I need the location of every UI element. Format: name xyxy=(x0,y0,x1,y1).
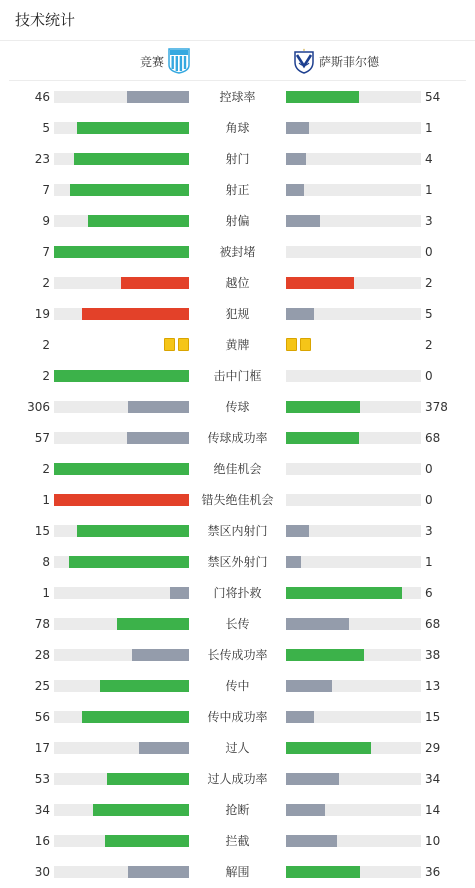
home-stat-bar xyxy=(69,556,189,568)
home-stat-bar-track xyxy=(54,215,189,227)
away-stat-bar-track xyxy=(286,463,421,475)
home-stat-bar xyxy=(54,370,189,382)
away-stat-bar xyxy=(286,401,360,413)
home-stat-bar xyxy=(54,463,189,475)
stat-row xyxy=(0,422,475,453)
away-stat-value: 3 xyxy=(425,214,433,228)
home-stat-value: 16 xyxy=(34,834,50,848)
home-stat-bar xyxy=(82,711,189,723)
stat-row xyxy=(0,639,475,670)
away-stat-bar-track xyxy=(286,804,421,816)
away-stat-value: 54 xyxy=(425,90,441,104)
home-stat-bar-track xyxy=(54,587,189,599)
home-team[interactable] xyxy=(140,48,190,74)
away-stat-value: 15 xyxy=(425,710,441,724)
home-stat-bar-track xyxy=(54,804,189,816)
home-stat-bar xyxy=(127,91,189,103)
home-stat-bar xyxy=(82,308,189,320)
away-stat-bar xyxy=(286,277,354,289)
away-stat-bar xyxy=(286,649,364,661)
away-stat-bar xyxy=(286,153,306,165)
away-stat-bar-track xyxy=(286,91,421,103)
away-stat-bar xyxy=(286,680,332,692)
away-stat-value: 3 xyxy=(425,524,433,538)
away-stat-bar xyxy=(286,742,371,754)
stat-label: 射偏 xyxy=(225,214,250,228)
away-stat-bar xyxy=(286,91,359,103)
away-stat-bar xyxy=(286,432,359,444)
away-stat-bar xyxy=(286,711,314,723)
away-stat-value: 38 xyxy=(425,648,441,662)
home-stat-value: 306 xyxy=(27,400,50,414)
stat-row xyxy=(0,205,475,236)
stat-label: 错失绝佳机会 xyxy=(201,493,274,507)
home-stat-value: 8 xyxy=(42,555,50,569)
stat-row xyxy=(0,608,475,639)
home-stat-value: 15 xyxy=(34,524,50,538)
home-stat-bar-track xyxy=(54,649,189,661)
stat-row xyxy=(0,236,475,267)
away-stat-bar xyxy=(286,618,349,630)
away-stat-value: 36 xyxy=(425,865,441,879)
home-stat-bar-track xyxy=(54,91,189,103)
home-stat-bar-track xyxy=(54,401,189,413)
away-stat-bar xyxy=(286,866,360,878)
stat-label: 角球 xyxy=(225,121,250,135)
away-stat-bar-track xyxy=(286,401,421,413)
home-yellow-cards xyxy=(164,338,189,351)
home-stat-bar xyxy=(88,215,189,227)
home-stat-bar-track xyxy=(54,711,189,723)
home-stat-bar xyxy=(132,649,189,661)
home-stat-bar-track xyxy=(54,835,189,847)
home-stat-value: 2 xyxy=(42,462,50,476)
stat-label: 过人 xyxy=(225,741,250,755)
stat-row xyxy=(0,825,475,856)
away-stat-value: 0 xyxy=(425,462,433,476)
away-stat-bar-track xyxy=(286,525,421,537)
home-stat-value: 2 xyxy=(42,369,50,383)
home-stat-bar-track xyxy=(54,556,189,568)
home-stat-bar xyxy=(170,587,189,599)
home-stat-value: 2 xyxy=(42,276,50,290)
away-stat-bar-track xyxy=(286,618,421,630)
home-stat-bar-track xyxy=(54,308,189,320)
away-stat-bar-track xyxy=(286,215,421,227)
stat-row xyxy=(0,453,475,484)
stat-label: 越位 xyxy=(225,276,250,290)
home-stat-bar-track xyxy=(54,277,189,289)
home-stat-value: 25 xyxy=(34,679,50,693)
home-stat-bar xyxy=(105,835,189,847)
home-stat-bar xyxy=(139,742,189,754)
away-stat-bar-track xyxy=(286,308,421,320)
home-stat-bar-track xyxy=(54,122,189,134)
away-stat-bar xyxy=(286,525,309,537)
away-stat-bar xyxy=(286,184,304,196)
home-stat-value: 53 xyxy=(34,772,50,786)
home-stat-bar xyxy=(54,246,189,258)
home-stat-value: 7 xyxy=(42,245,50,259)
away-stat-value: 4 xyxy=(425,152,433,166)
home-stat-value: 1 xyxy=(42,493,50,507)
stat-label: 犯规 xyxy=(225,307,250,321)
away-stat-value: 6 xyxy=(425,586,433,600)
home-stat-bar xyxy=(77,122,189,134)
away-stat-bar-track xyxy=(286,246,421,258)
away-stat-value: 1 xyxy=(425,555,433,569)
stat-label: 传中成功率 xyxy=(207,710,268,724)
away-stat-value: 1 xyxy=(425,121,433,135)
stat-label: 长传成功率 xyxy=(207,648,268,662)
away-stat-value: 2 xyxy=(425,338,433,352)
home-stat-value: 1 xyxy=(42,586,50,600)
away-team[interactable] xyxy=(293,48,379,74)
stat-label: 抢断 xyxy=(225,803,250,817)
away-stat-bar-track xyxy=(286,866,421,878)
home-team-name: 竞赛 xyxy=(139,54,164,69)
stat-label: 过人成功率 xyxy=(207,772,268,786)
stat-row xyxy=(0,515,475,546)
home-stat-bar xyxy=(128,866,189,878)
stat-label: 禁区内射门 xyxy=(207,524,268,538)
home-stat-bar-track xyxy=(54,866,189,878)
stat-label: 控球率 xyxy=(219,90,256,104)
home-stat-value: 2 xyxy=(42,338,50,352)
racing-club-crest-icon xyxy=(168,48,190,74)
stat-row xyxy=(0,174,475,205)
away-team-name: 萨斯菲尔德 xyxy=(319,54,380,69)
away-stat-bar-track xyxy=(286,153,421,165)
away-stat-value: 13 xyxy=(425,679,441,693)
home-stat-bar-track xyxy=(54,618,189,630)
away-stat-bar-track xyxy=(286,370,421,382)
stat-row xyxy=(0,732,475,763)
stat-label: 射门 xyxy=(225,152,250,166)
yellow-card-icon xyxy=(300,338,311,351)
away-stat-bar-track xyxy=(286,556,421,568)
home-stat-bar xyxy=(77,525,189,537)
away-stat-bar xyxy=(286,122,309,134)
home-stat-bar-track xyxy=(54,463,189,475)
header xyxy=(0,0,475,41)
away-stat-bar xyxy=(286,215,320,227)
home-stat-value: 57 xyxy=(34,431,50,445)
home-stat-bar-track xyxy=(54,773,189,785)
stat-label: 禁区外射门 xyxy=(207,555,268,569)
away-stat-bar-track xyxy=(286,277,421,289)
stat-label: 长传 xyxy=(225,617,250,631)
away-stat-value: 378 xyxy=(425,400,448,414)
away-stat-bar-track xyxy=(286,587,421,599)
home-stat-value: 5 xyxy=(42,121,50,135)
home-stat-bar-track xyxy=(54,246,189,258)
home-stat-bar xyxy=(54,494,189,506)
home-stat-value: 30 xyxy=(34,865,50,879)
stat-label: 被封堵 xyxy=(219,245,256,259)
stat-row xyxy=(0,577,475,608)
stat-row xyxy=(0,391,475,422)
stat-row xyxy=(0,701,475,732)
away-stat-bar-track xyxy=(286,680,421,692)
stat-label: 拦截 xyxy=(225,834,250,848)
away-stat-bar xyxy=(286,556,301,568)
stat-row xyxy=(0,298,475,329)
home-stat-bar-track xyxy=(54,494,189,506)
stat-row xyxy=(0,267,475,298)
stat-label: 传球 xyxy=(225,400,250,414)
away-stat-value: 2 xyxy=(425,276,433,290)
home-stat-value: 23 xyxy=(34,152,50,166)
home-stat-bar xyxy=(117,618,189,630)
stat-row xyxy=(0,670,475,701)
home-stat-value: 46 xyxy=(34,90,50,104)
page-title: 技术统计 xyxy=(15,11,76,29)
away-stat-bar xyxy=(286,835,337,847)
stat-label: 黄牌 xyxy=(225,338,250,352)
away-stat-bar xyxy=(286,804,325,816)
away-stat-bar-track xyxy=(286,649,421,661)
home-stat-bar-track xyxy=(54,153,189,165)
home-stat-bar-track xyxy=(54,680,189,692)
away-stat-bar xyxy=(286,773,339,785)
stat-label: 门将扑救 xyxy=(213,586,262,600)
away-stat-bar xyxy=(286,308,314,320)
stat-row xyxy=(0,143,475,174)
away-stat-bar-track xyxy=(286,184,421,196)
away-stat-value: 1 xyxy=(425,183,433,197)
away-stat-bar-track xyxy=(286,432,421,444)
away-stat-bar-track xyxy=(286,773,421,785)
stat-label: 绝佳机会 xyxy=(213,462,262,476)
home-stat-bar xyxy=(100,680,189,692)
away-stat-bar xyxy=(286,587,402,599)
home-stat-bar xyxy=(128,401,189,413)
home-stat-bar xyxy=(74,153,189,165)
away-stat-bar-track xyxy=(286,711,421,723)
away-yellow-cards xyxy=(286,338,311,351)
away-stat-bar-track xyxy=(286,835,421,847)
stat-row xyxy=(0,546,475,577)
stat-label: 解围 xyxy=(225,865,250,879)
stat-row xyxy=(0,484,475,515)
stat-row xyxy=(0,763,475,794)
stats-list xyxy=(0,81,475,887)
stat-label: 传球成功率 xyxy=(207,431,268,445)
home-stat-value: 9 xyxy=(42,214,50,228)
home-stat-value: 17 xyxy=(34,741,50,755)
stat-label: 射正 xyxy=(225,183,250,197)
away-stat-value: 10 xyxy=(425,834,441,848)
home-stat-bar xyxy=(93,804,189,816)
home-stat-bar xyxy=(107,773,189,785)
yellow-card-icon xyxy=(178,338,189,351)
stat-row xyxy=(0,794,475,825)
away-stat-value: 0 xyxy=(425,369,433,383)
away-stat-value: 68 xyxy=(425,617,441,631)
home-stat-bar xyxy=(127,432,189,444)
home-stat-bar-track xyxy=(54,370,189,382)
home-stat-bar-track xyxy=(54,184,189,196)
yellow-card-icon xyxy=(164,338,175,351)
away-stat-bar-track xyxy=(286,494,421,506)
away-stat-value: 34 xyxy=(425,772,441,786)
home-stat-value: 78 xyxy=(34,617,50,631)
home-stat-bar-track xyxy=(54,742,189,754)
home-stat-value: 34 xyxy=(34,803,50,817)
away-stat-value: 14 xyxy=(425,803,441,817)
away-stat-value: 5 xyxy=(425,307,433,321)
yellow-card-icon xyxy=(286,338,297,351)
away-stat-bar-track xyxy=(286,122,421,134)
home-stat-bar-track xyxy=(54,525,189,537)
home-stat-bar xyxy=(121,277,189,289)
home-stat-value: 28 xyxy=(34,648,50,662)
teams-header xyxy=(9,41,466,81)
home-stat-value: 19 xyxy=(34,307,50,321)
stat-label: 传中 xyxy=(225,679,250,693)
home-stat-value: 7 xyxy=(42,183,50,197)
home-stat-value: 56 xyxy=(34,710,50,724)
stat-row xyxy=(0,81,475,112)
away-stat-bar-track xyxy=(286,742,421,754)
stat-row xyxy=(0,112,475,143)
away-stat-value: 0 xyxy=(425,493,433,507)
stat-row xyxy=(0,360,475,391)
home-stat-bar xyxy=(70,184,189,196)
stat-row xyxy=(0,856,475,887)
home-stat-bar-track xyxy=(54,432,189,444)
velez-sarsfield-crest-icon xyxy=(293,48,315,74)
away-stat-value: 68 xyxy=(425,431,441,445)
stat-row xyxy=(0,329,475,360)
stat-label: 击中门框 xyxy=(213,369,262,383)
away-stat-value: 0 xyxy=(425,245,433,259)
away-stat-value: 29 xyxy=(425,741,441,755)
